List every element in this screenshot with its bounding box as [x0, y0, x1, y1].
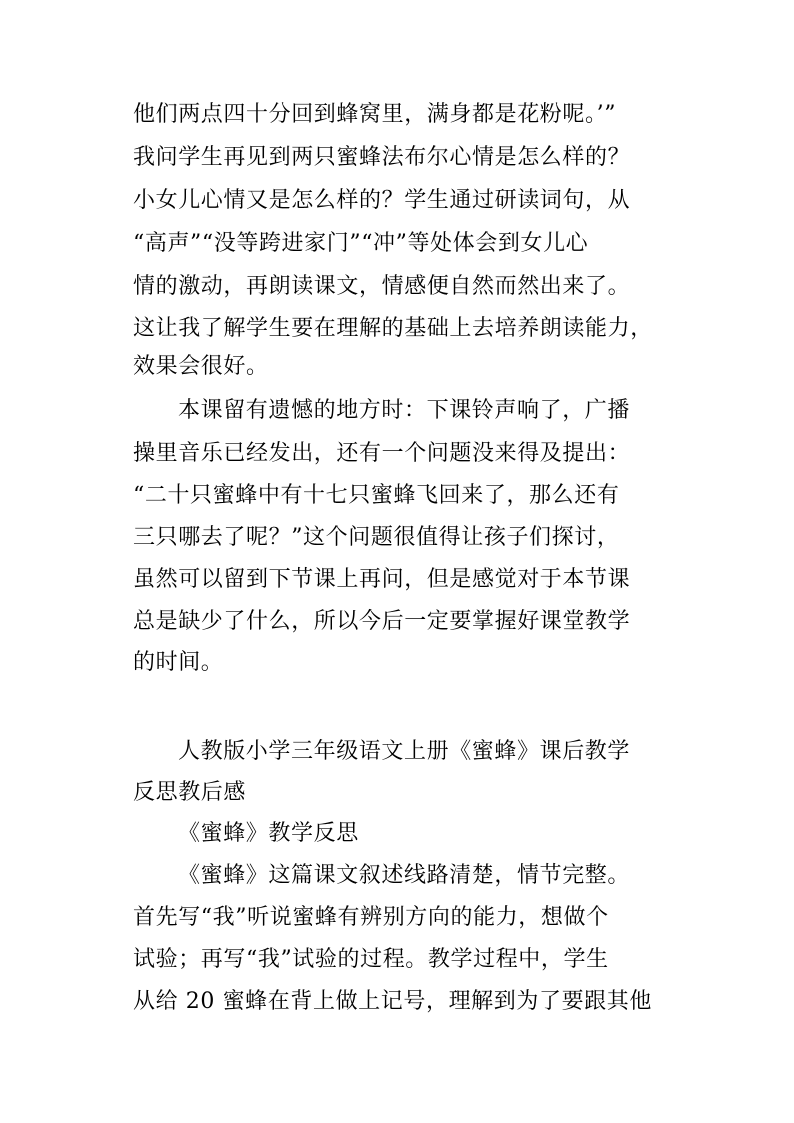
subheading: 《蜜蜂》教学反思 — [178, 821, 359, 846]
text-line: 总是缺少了什么，所以今后一定要掌握好课堂教学 — [133, 609, 631, 634]
text-line: 虽然可以留到下节课上再问，但是感觉对于本节课 — [133, 567, 631, 592]
text-line: 我问学生再见到两只蜜蜂法布尔心情是怎么样的？ — [133, 145, 631, 170]
text-line: “二十只蜜蜂中有十七只蜜蜂飞回来了，那么还有 — [133, 483, 620, 508]
text-line: 小女儿心情又是怎么样的？学生通过研读词句，从 — [133, 188, 631, 213]
text-line: 他们两点四十分回到蜂窝里，满身都是花粉呢。’” — [133, 102, 617, 127]
paragraph-first-line: 本课留有遗憾的地方时：下课铃声响了，广播 — [178, 398, 631, 423]
text-line: 的时间。 — [133, 650, 224, 675]
text-line: 首先写“我”听说蜜蜂有辨别方向的能力，想做个 — [133, 905, 609, 930]
text-line: 效果会很好。 — [133, 354, 269, 379]
section-title-continued: 反思教后感 — [133, 780, 247, 805]
text-line: 试验；再写“我”试验的过程。教学过程中，学生 — [133, 947, 609, 972]
text-line: 三只哪去了呢？”这个问题很值得让孩子们探讨， — [133, 525, 620, 550]
section-title: 人教版小学三年级语文上册《蜜蜂》课后教学 — [178, 739, 631, 764]
text-line: 这让我了解学生要在理解的基础上去培养朗读能力， — [133, 316, 653, 341]
text-line: “高声”“没等跨进家门”“冲”等处体会到女儿心 — [133, 231, 589, 256]
paragraph-first-line: 《蜜蜂》这篇课文叙述线路清楚，情节完整。 — [178, 863, 631, 888]
text-line: 从给 20 蜜蜂在背上做上记号，理解到为了要跟其他 — [133, 989, 652, 1014]
text-line: 操里音乐已经发出，还有一个问题没来得及提出： — [133, 441, 631, 466]
text-line: 情的激动，再朗读课文，情感便自然而然出来了。 — [133, 274, 631, 299]
